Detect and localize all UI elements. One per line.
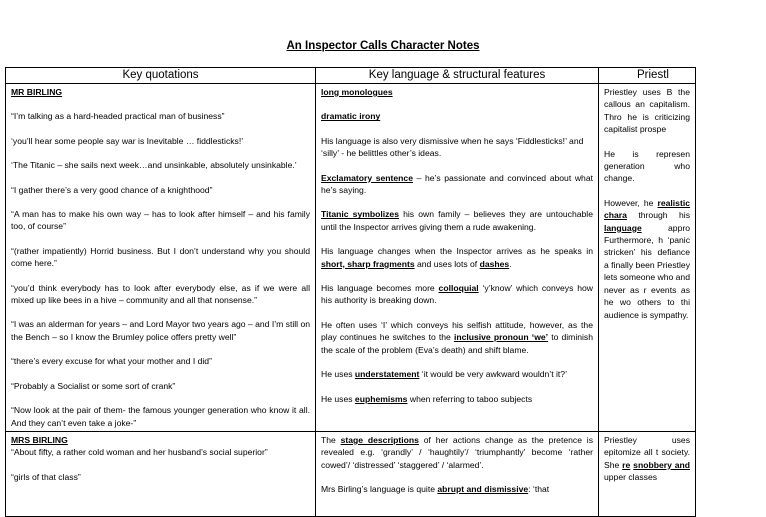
feature-term: short, sharp fragments — [321, 258, 415, 269]
priestley-term: snobbery and — [633, 459, 690, 470]
quote: ‘you’ll hear some people say war is Inevitable … fiddlesticks!’ — [11, 135, 244, 146]
mrs-birling-priestley-cell — [599, 431, 696, 516]
feature-note — [321, 319, 593, 356]
quote: “I gather there’s a very good chance of a knighthood” — [11, 184, 213, 195]
feature-text: ‘y’know’ which conveys how his authority is breaking down. — [321, 283, 593, 306]
feature-text: his own family – believes they are untouchable until the Inspector arrives giving them a rude awakening. — [321, 209, 593, 232]
feature-text: His language changes when the Inspector arrives as he speaks in — [321, 246, 593, 257]
quote: “Probably a Socialist or some sort of crank” — [11, 380, 176, 391]
feature-note — [321, 208, 593, 233]
quote: “About fifty, a rather cold woman and her husband’s social superior” — [11, 447, 268, 458]
priestley-term: re — [622, 459, 631, 470]
table-row — [6, 431, 696, 516]
feature-note: His language is also very dismissive when he says ‘Fiddlesticks!’ and ‘silly’ - he belittles other’s ideas. — [321, 135, 584, 159]
feature-text: . — [509, 258, 512, 269]
birling-priestley-cell — [599, 84, 696, 432]
quote: “I’m talking as a hard-headed practical man of business” — [11, 111, 225, 122]
priestley-note: He is represen generation who change. — [604, 148, 690, 184]
character-name: MR BIRLING — [11, 87, 63, 97]
quote: “Now look at the pair of them- the famous younger generation who know it all. And they can’t even take a joke-” — [11, 405, 310, 428]
feature-text: He often uses ‘I’ which conveys his selfish attitude, however, as the play continues he switches to the — [321, 319, 593, 343]
feature-text: when referring to taboo subjects — [407, 393, 533, 404]
priestley-text: However, he — [604, 197, 658, 208]
feature-text: He uses — [321, 393, 355, 404]
priestley-text: Priestley uses epitomize all t society. She — [604, 434, 690, 470]
priestley-text: upper classes — [604, 472, 658, 483]
feature-note — [321, 483, 593, 495]
feature-note — [321, 434, 593, 471]
priestley-note — [604, 434, 690, 484]
character-name: MRS BIRLING — [11, 434, 68, 445]
quote: “A man has to make his own way – has to look after himself – and his family too, of course” — [11, 209, 310, 232]
priestley-note — [604, 197, 690, 321]
feature-term: long monologues — [321, 87, 393, 97]
mrs-birling-quotes-cell — [6, 431, 316, 516]
feature-note — [321, 172, 593, 197]
feature-text: His language becomes more — [321, 283, 439, 294]
feature-text: Mrs Birling’s language is quite — [321, 484, 438, 495]
quote: “I was an alderman for years – and Lord Mayor two years ago – and I’m still on the Bench – so I know the Brumley police offers pretty well” — [11, 319, 311, 342]
header-priestley: Priestl — [599, 68, 696, 84]
feature-term: dramatic irony — [321, 111, 381, 122]
header-language-features: Key language & structural features — [316, 68, 599, 84]
character-notes-table — [5, 67, 696, 517]
feature-text: : ‘that — [528, 484, 550, 495]
feature-note — [321, 282, 593, 307]
birling-language-cell — [316, 84, 599, 432]
quote: “girls of that class” — [11, 471, 81, 482]
feature-term: colloquial — [438, 283, 479, 294]
feature-text: to diminish the scale of the problem (Eva’s death) and shift blame. — [321, 332, 594, 355]
priestley-note: Priestley uses B the callous an capitalism. Thro he is criticizing capitalist prospe — [604, 87, 690, 135]
mrs-birling-language-cell — [316, 431, 599, 516]
page-title: An Inspector Calls Character Notes — [286, 40, 480, 52]
feature-term: stage descriptions — [340, 434, 419, 445]
feature-term: Exclamatory sentence — [321, 172, 413, 183]
feature-text: ‘it would be very awkward wouldn’t it?’ — [419, 369, 567, 380]
feature-term: understatement — [354, 369, 420, 380]
quote: “you’d think everybody has to look after everybody else, as if we were all mixed up like bees in a hive – community and all that nonsense.” — [11, 282, 310, 306]
quote: “there’s every excuse for what your mother and I did” — [11, 356, 212, 367]
priestley-term: realistic chara — [604, 197, 690, 221]
feature-term: Titanic symbolizes — [321, 209, 399, 220]
priestley-text: through his — [626, 210, 690, 221]
feature-term: euphemisms — [354, 393, 408, 404]
feature-text: The — [321, 434, 341, 445]
priestley-text: appro Furthermore, h ‘panic stricken’ his defiance a finally been Priestley lets someone who and never as r events as he wo others to thi audience is sympathy. — [604, 222, 690, 320]
feature-text: and uses lots of — [414, 258, 480, 269]
feature-term: dashes — [479, 258, 510, 269]
feature-note — [321, 393, 593, 405]
header-key-quotations: Key quotations — [6, 68, 316, 84]
quote: “(rather impatiently) Horrid business. But I don’t understand why you should come here.” — [11, 245, 310, 269]
birling-quotes-cell — [6, 84, 316, 432]
feature-note — [321, 368, 593, 380]
table-row — [6, 84, 696, 432]
header-row — [6, 68, 696, 84]
quote: ‘The Titanic – she sails next week…and unsinkable, absolutely unsinkable.’ — [11, 160, 297, 171]
feature-term: inclusive pronoun ‘we’ — [453, 332, 549, 343]
feature-text: – he’s passionate and convinced about what he’s saying. — [321, 172, 593, 196]
priestley-term: language — [604, 222, 642, 233]
feature-text: of her actions change as the pretence is revealed e.g. ‘grandly’ / ‘haughtily’/ ‘triumphantly’ become ‘rather cowed’/ ‘distressed’ ‘staggered’ / ‘alarmed’. — [321, 434, 593, 470]
feature-note — [321, 245, 593, 270]
feature-term: abrupt and dismissive — [437, 484, 529, 495]
feature-text: He uses — [321, 369, 355, 380]
